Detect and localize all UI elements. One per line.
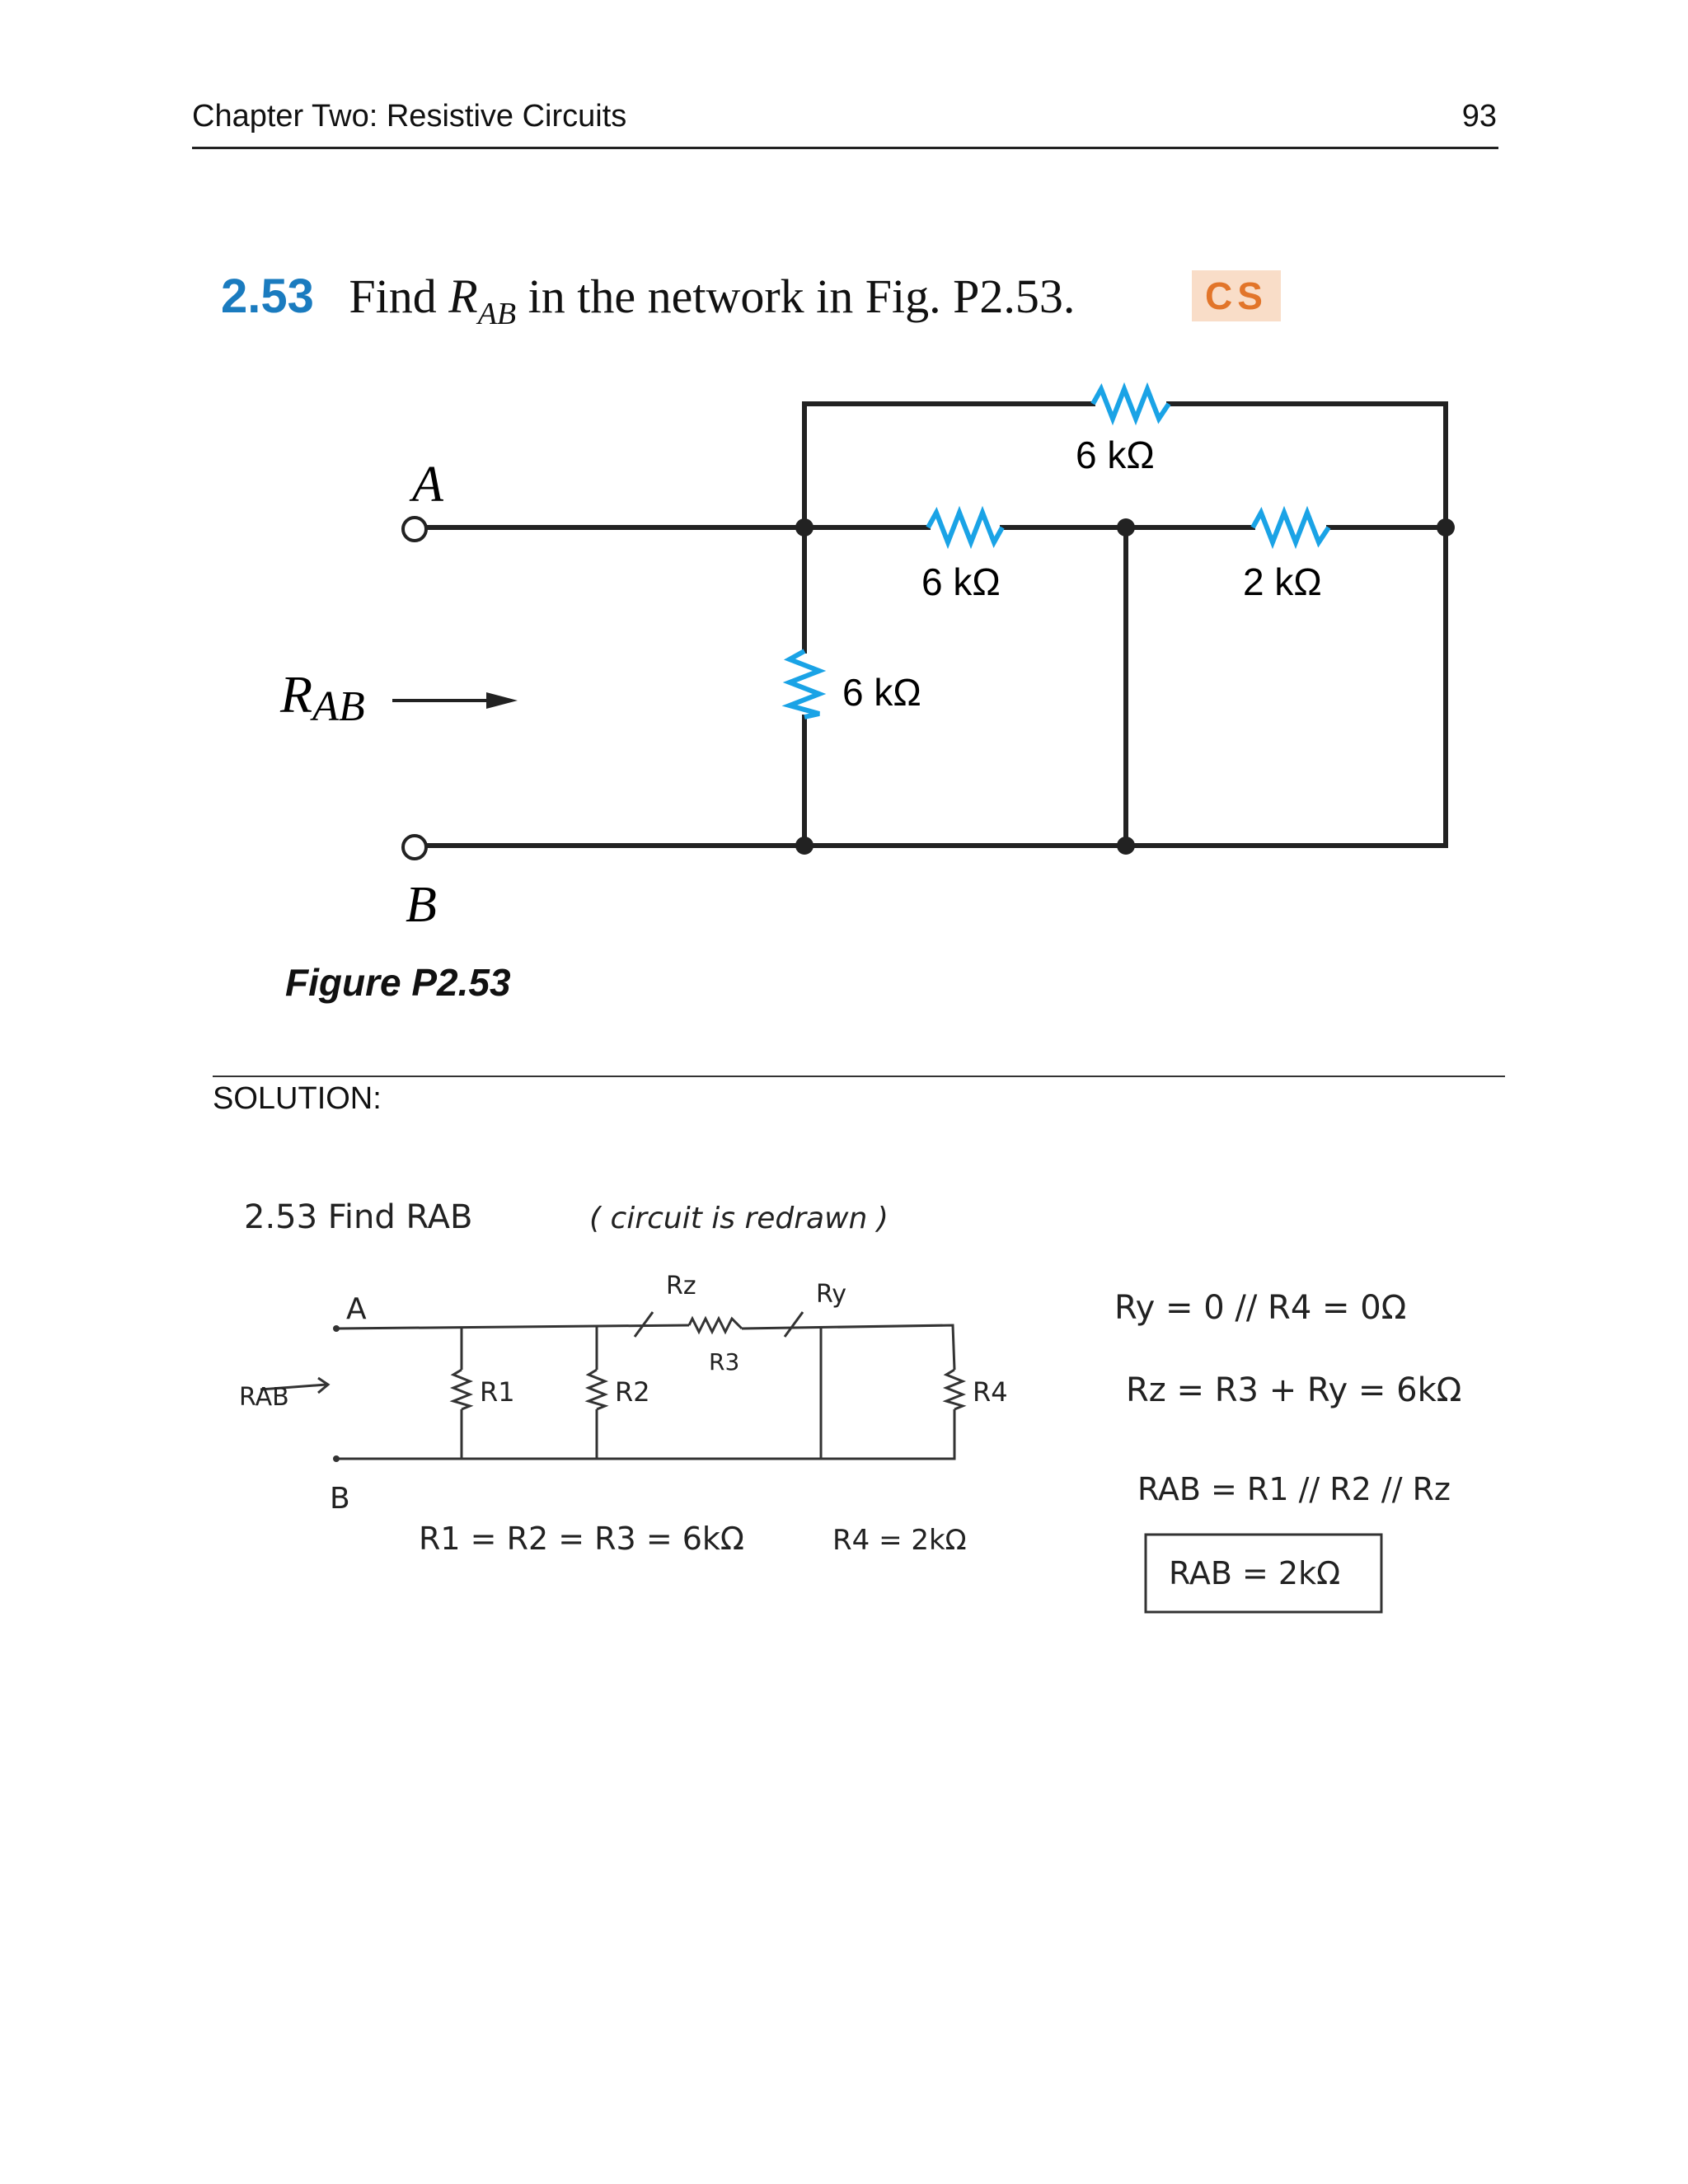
node-a-label: A xyxy=(412,457,443,513)
hw-wire-top-left xyxy=(336,1325,689,1329)
terminal-b xyxy=(403,836,426,859)
page-number: 93 xyxy=(1461,99,1497,134)
node-dot xyxy=(795,518,814,537)
hw-note: ( circuit is redrawn ) xyxy=(589,1202,889,1235)
terminal-a xyxy=(403,518,426,541)
solution-divider xyxy=(213,1076,1505,1077)
hw-resistor-r3 xyxy=(689,1319,742,1332)
hw-rab: RAB xyxy=(239,1383,289,1412)
chapter-title: Chapter Two: Resistive Circuits xyxy=(192,99,627,134)
resistor-top-label: 6 kΩ xyxy=(1076,434,1155,476)
hw-resistor-r2 xyxy=(588,1370,605,1409)
resistor-vertical-symbol xyxy=(790,651,819,717)
resistor-mid-right-symbol xyxy=(1253,513,1329,542)
hw-rz: Rz xyxy=(666,1272,696,1301)
resistor-top-symbol xyxy=(1093,389,1169,419)
node-dot xyxy=(1117,518,1135,537)
node-dot xyxy=(795,837,814,855)
hw-eq1: Ry = 0 // R4 = 0Ω xyxy=(1114,1289,1407,1327)
circuit-figure xyxy=(0,0,1688,1071)
problem-number: 2.53 xyxy=(221,269,314,323)
node-b-label: B xyxy=(406,877,437,933)
hw-title: 2.53 Find RAB xyxy=(244,1198,473,1236)
hw-ry: Ry xyxy=(816,1280,846,1309)
hw-resistor-r4 xyxy=(946,1370,963,1409)
resistor-mid-left-symbol xyxy=(928,513,1002,542)
figure-caption: Figure P2.53 xyxy=(285,961,511,1004)
hw-wire-top-right xyxy=(742,1325,954,1370)
resistor-vertical-label: 6 kΩ xyxy=(842,671,921,714)
rab-arrow-head xyxy=(486,692,518,709)
hw-node-a: A xyxy=(346,1292,367,1326)
hw-r4: R4 xyxy=(973,1376,1008,1408)
hw-r4-value: R4 = 2kΩ xyxy=(832,1524,967,1557)
hw-values-line: R1 = R2 = R3 = 6kΩ xyxy=(419,1521,744,1557)
resistor-mid-right-label: 2 kΩ xyxy=(1243,560,1322,603)
solution-label: SOLUTION: xyxy=(213,1081,382,1116)
node-dot xyxy=(1437,518,1455,537)
rab-label: RAB xyxy=(280,665,365,730)
resistor-mid-left-label: 6 kΩ xyxy=(921,560,1001,603)
hw-r1: R1 xyxy=(480,1376,515,1408)
hw-r2: R2 xyxy=(615,1376,650,1408)
handwritten-solution xyxy=(0,1154,1688,1665)
cs-badge: CS xyxy=(1192,270,1281,321)
hw-eq3: RAB = R1 // R2 // Rz xyxy=(1137,1471,1451,1507)
hw-resistor-r1 xyxy=(453,1370,470,1409)
hw-answer: RAB = 2kΩ xyxy=(1169,1555,1341,1591)
hw-eq2: Rz = R3 + Ry = 6kΩ xyxy=(1126,1371,1462,1409)
node-dot xyxy=(1117,837,1135,855)
hw-node-b: B xyxy=(330,1482,350,1516)
hw-wire-bottom xyxy=(336,1409,954,1459)
problem-text: Find $R_{AB}$ in the network in Fig. P2.53. xyxy=(349,269,1076,331)
wire-top-left xyxy=(804,404,1093,526)
hw-r3: R3 xyxy=(709,1348,740,1376)
